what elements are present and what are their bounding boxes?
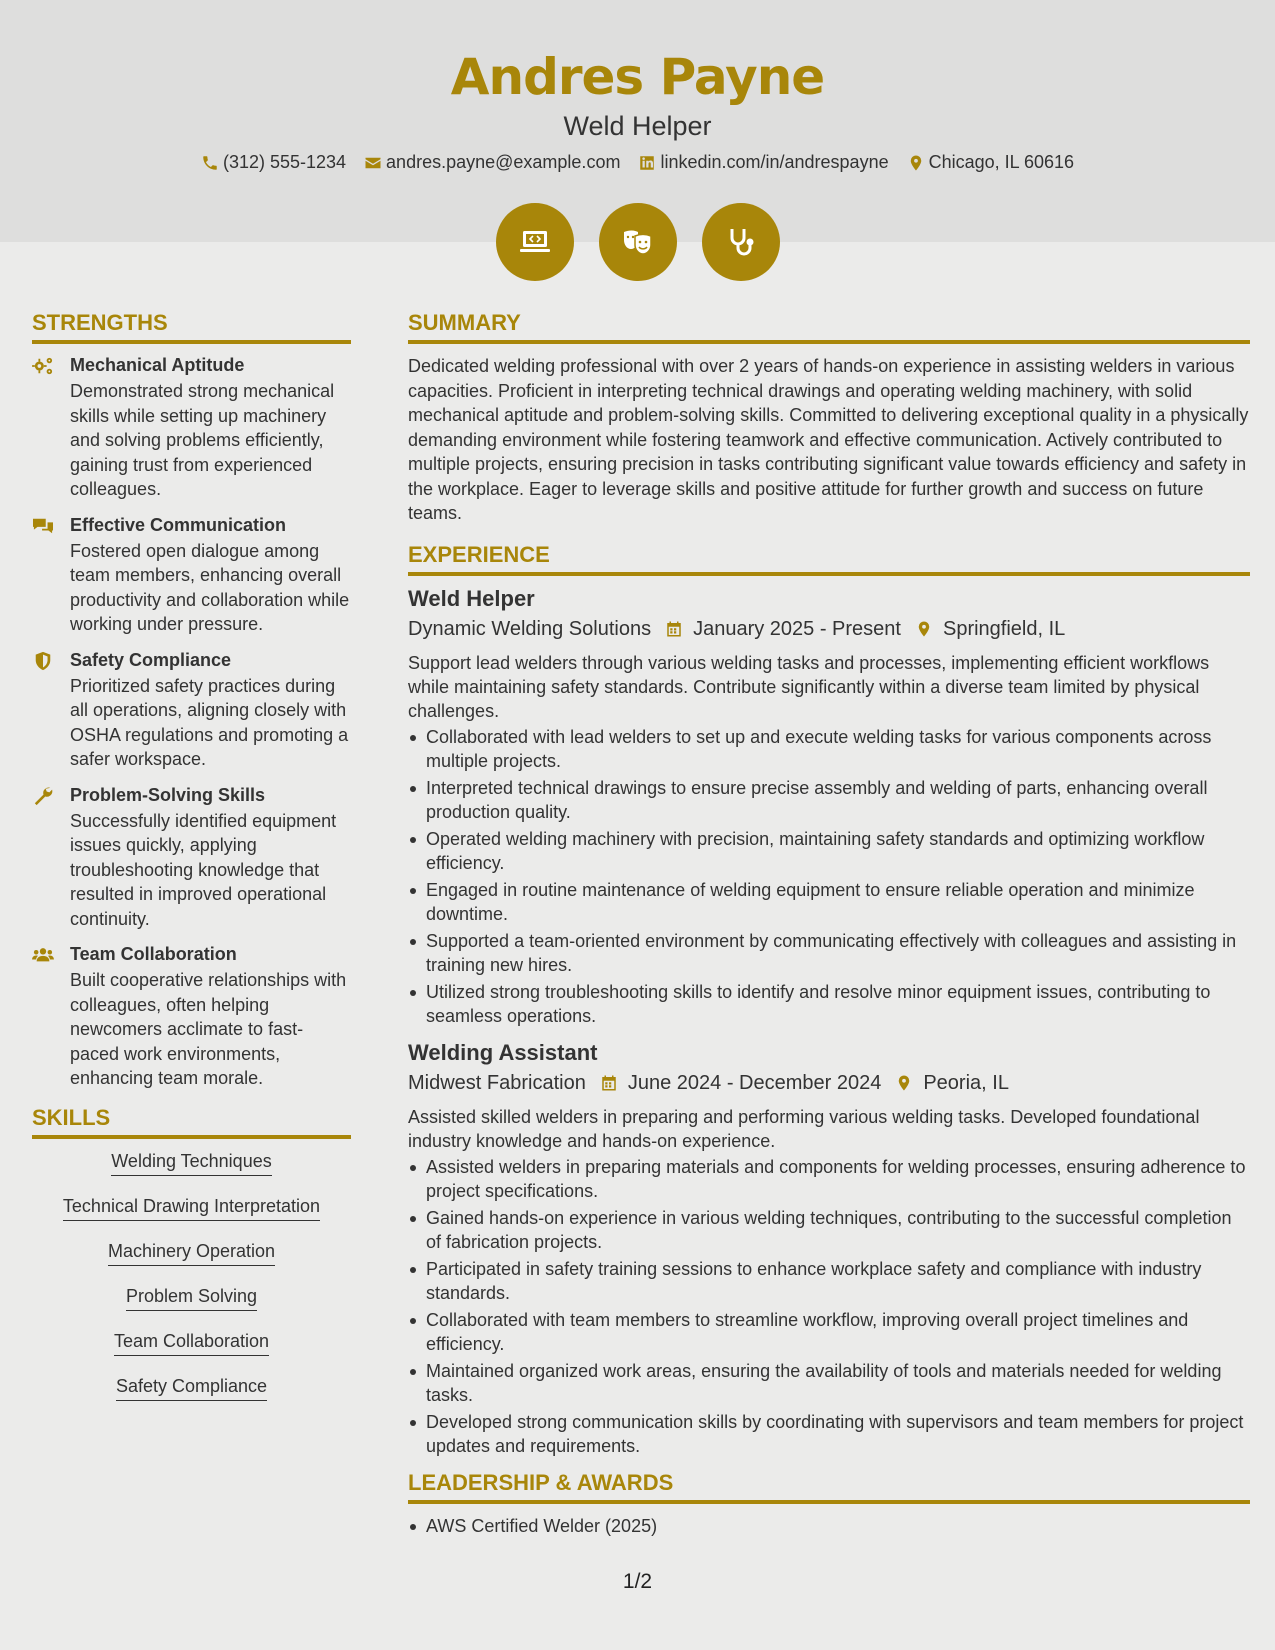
list-item: Collaborated with lead welders to set up and execute welding tasks for various components across multiple projects. xyxy=(408,725,1250,773)
strength-item xyxy=(32,514,351,637)
stethoscope-badge xyxy=(702,203,780,281)
list-item: Utilized strong troubleshooting skills to identify and resolve minor equipment issues, contributing to seamless operations. xyxy=(408,980,1250,1028)
envelope-icon xyxy=(364,154,382,172)
gears-icon xyxy=(32,356,54,376)
job-description: Support lead welders through various welding tasks and processes, implementing efficient workflows while maintaining safety standards. Contribute significantly within a diverse team limited by physical challenges. xyxy=(408,652,1210,721)
location-pin-icon xyxy=(915,620,933,638)
calendar-icon xyxy=(665,620,683,638)
list-item: Maintained organized work areas, ensuring the availability of tools and materials needed for welding tasks. xyxy=(408,1359,1250,1407)
job-meta xyxy=(408,618,1250,641)
skill-tag: Safety Compliance xyxy=(116,1374,267,1401)
job-bullets xyxy=(408,1155,1250,1458)
contact-email[interactable] xyxy=(364,152,620,173)
job-description: Assisted skilled welders in preparing and performing various welding tasks. Developed foundational industry knowledge and hands-on experience. xyxy=(408,1106,1200,1151)
job-company: Dynamic Welding Solutions xyxy=(408,617,652,640)
job-location: Springfield, IL xyxy=(942,617,1066,640)
skill-list xyxy=(32,1149,351,1419)
skill-tag: Team Collaboration xyxy=(114,1329,269,1356)
calendar-icon xyxy=(600,1074,618,1092)
strength-desc: Successfully identified equipment issues quickly, applying troubleshooting knowledge that resulted in improved operational continuity. xyxy=(70,810,337,929)
users-icon xyxy=(32,945,54,965)
job-meta xyxy=(408,1072,1250,1095)
left-column xyxy=(32,310,351,1419)
skills-heading: SKILLS xyxy=(32,1105,351,1139)
list-item: Supported a team-oriented environment by communicating effectively with colleagues and assisting in training new hires. xyxy=(408,929,1250,977)
awards-list xyxy=(408,1514,1250,1538)
job-location: Peoria, IL xyxy=(923,1071,1009,1094)
experience-heading: EXPERIENCE xyxy=(408,542,1250,576)
phone-icon xyxy=(201,154,219,172)
job-entry xyxy=(408,1040,1250,1458)
list-item: Operated welding machinery with precision, maintaining safety standards and optimizing workflow efficiency. xyxy=(408,827,1250,875)
list-item: Participated in safety training sessions to enhance workplace safety and compliance with industry standards. xyxy=(408,1257,1250,1305)
strengths-heading: STRENGTHS xyxy=(32,310,351,344)
list-item: Assisted welders in preparing materials and components for welding processes, ensuring adherence to project specifications. xyxy=(408,1155,1250,1203)
strength-desc: Fostered open dialogue among team members, enhancing overall productivity and collaboration while working under pressure. xyxy=(70,540,350,634)
job-entry xyxy=(408,586,1250,1028)
contact-phone[interactable] xyxy=(201,152,346,173)
job-bullets xyxy=(408,725,1250,1028)
list-item: Developed strong communication skills by coordinating with supervisors and team members for project updates and requirements. xyxy=(408,1410,1250,1458)
contact-location xyxy=(907,152,1074,173)
list-item: AWS Certified Welder (2025) xyxy=(408,1514,1250,1538)
skill-tag: Technical Drawing Interpretation xyxy=(63,1194,320,1221)
location-pin-icon xyxy=(895,1074,913,1092)
candidate-name: Andres Payne xyxy=(450,48,825,106)
contact-location-text: Chicago, IL 60616 xyxy=(928,152,1075,172)
list-item: Interpreted technical drawings to ensure precise assembly and welding of parts, enhancing overall production quality. xyxy=(408,776,1250,824)
linkedin-icon xyxy=(638,154,656,172)
strength-item xyxy=(32,649,351,772)
stethoscope-icon xyxy=(723,224,759,260)
job-dates: June 2024 - December 2024 xyxy=(627,1071,882,1094)
contact-email-text: andres.payne@example.com xyxy=(386,152,621,172)
laptop-code-icon xyxy=(517,224,553,260)
contact-linkedin[interactable] xyxy=(638,152,888,173)
page-number: 1/2 xyxy=(622,1570,653,1593)
awards-heading: LEADERSHIP & AWARDS xyxy=(408,1470,1250,1504)
wrench-icon xyxy=(32,786,54,806)
strength-item xyxy=(32,354,351,502)
list-item: Collaborated with team members to streamline workflow, improving overall project timelines and efficiency. xyxy=(408,1308,1250,1356)
list-item: Engaged in routine maintenance of welding equipment to ensure reliable operation and minimize downtime. xyxy=(408,878,1250,926)
job-title: Welding Assistant xyxy=(408,1039,598,1065)
candidate-role: Weld Helper xyxy=(563,111,712,141)
strength-desc: Built cooperative relationships with colleagues, often helping newcomers acclimate to fast-paced work environments, enhancing team morale. xyxy=(70,970,347,1088)
strength-desc: Prioritized safety practices during all operations, aligning closely with OSHA regulations and promoting a safer workspace. xyxy=(70,675,349,769)
strength-title: Safety Compliance xyxy=(70,649,232,670)
strength-title: Effective Communication xyxy=(70,514,287,535)
location-pin-icon xyxy=(907,154,925,172)
laptop-code-badge xyxy=(496,203,574,281)
theater-masks-badge xyxy=(599,203,677,281)
strength-item xyxy=(32,943,351,1091)
strength-desc: Demonstrated strong mechanical skills while setting up machinery and solving problems efficiently, gaining trust from experienced colleagues. xyxy=(70,381,335,499)
right-column xyxy=(408,310,1250,1550)
theater-masks-icon xyxy=(620,224,656,260)
interest-badges xyxy=(0,203,1275,281)
shield-icon xyxy=(32,651,54,671)
contact-linkedin-text: linkedin.com/in/andrespayne xyxy=(660,152,889,172)
comments-icon xyxy=(32,516,54,536)
skill-tag: Problem Solving xyxy=(126,1284,257,1311)
contact-bar xyxy=(0,152,1275,173)
list-item: Gained hands-on experience in various welding techniques, contributing to the successful completion of fabrication projects. xyxy=(408,1206,1250,1254)
job-title: Weld Helper xyxy=(408,585,535,611)
skill-tag: Welding Techniques xyxy=(111,1149,271,1176)
job-company: Midwest Fabrication xyxy=(408,1071,586,1094)
summary-heading: SUMMARY xyxy=(408,310,1250,344)
job-dates: January 2025 - Present xyxy=(693,617,901,640)
strength-title: Team Collaboration xyxy=(70,944,237,964)
contact-phone-text: (312) 555-1234 xyxy=(222,152,347,172)
skill-tag: Machinery Operation xyxy=(108,1239,275,1266)
strength-title: Problem-Solving Skills xyxy=(70,784,266,805)
strength-title: Mechanical Aptitude xyxy=(70,355,245,375)
strength-item xyxy=(32,784,351,932)
summary-text: Dedicated welding professional with over 2 years of hands-on experience in assisting welders in various capacities. Proficient in interpreting technical drawings and operating welding machinery, with solid mechanical aptitude and problem-solving skills. Committed to delivering exceptional quality in a physically demanding environment while fostering teamwork and effective communication. Actively contributed to multiple projects, ensuring precision in tasks contributing significant value towards efficiency and safety in the workplace. Eager to leverage skills and positive attitude for further growth and success on future teams. xyxy=(408,356,1249,523)
